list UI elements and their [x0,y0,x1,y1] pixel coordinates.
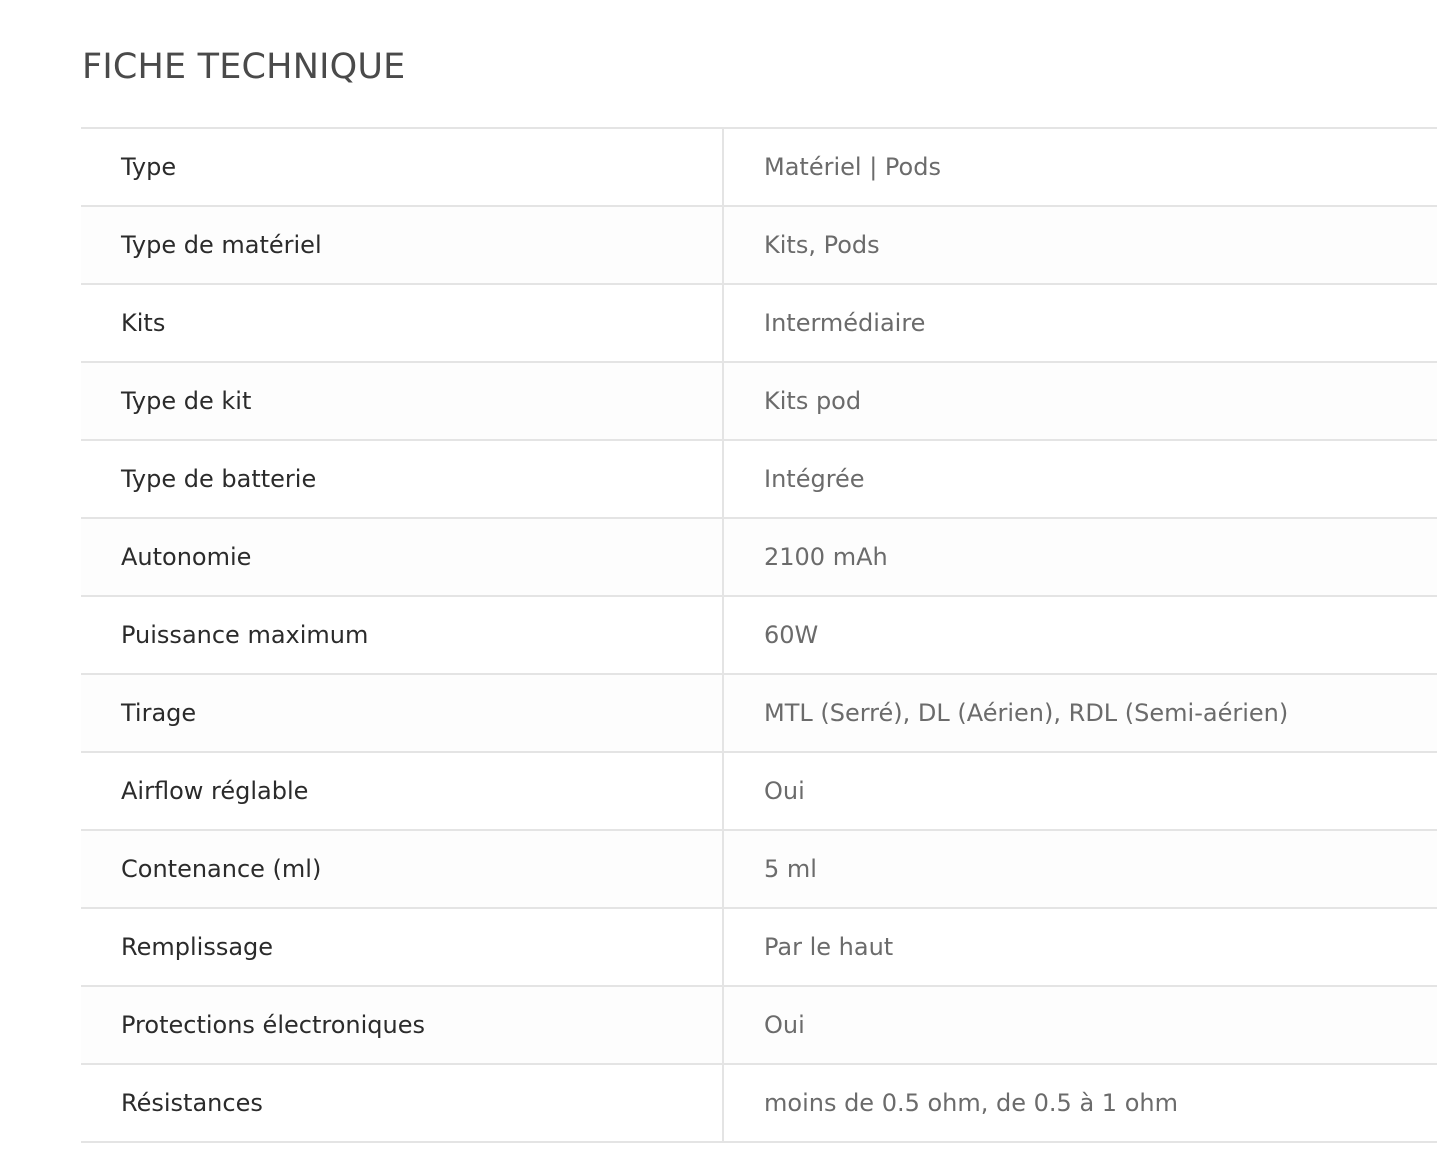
table-row [81,830,1437,908]
spec-value: Matériel | Pods [723,128,1437,206]
spec-value: Oui [723,752,1437,830]
spec-label: Type de batterie [81,440,723,518]
table-row [81,518,1437,596]
spec-label: Type de matériel [81,206,723,284]
spec-value: Kits, Pods [723,206,1437,284]
spec-label: Protections électroniques [81,986,723,1064]
spec-value: Par le haut [723,908,1437,986]
spec-value: 5 ml [723,830,1437,908]
table-row [81,986,1437,1064]
spec-label: Kits [81,284,723,362]
table-row [81,284,1437,362]
spec-value: Kits pod [723,362,1437,440]
spec-value: Oui [723,986,1437,1064]
table-row [81,362,1437,440]
spec-label: Type [81,128,723,206]
spec-label: Contenance (ml) [81,830,723,908]
spec-value: Intermédiaire [723,284,1437,362]
spec-label: Remplissage [81,908,723,986]
spec-value: MTL (Serré), DL (Aérien), RDL (Semi-aérien) [723,674,1437,752]
spec-label: Résistances [81,1064,723,1142]
spec-value: 2100 mAh [723,518,1437,596]
spec-value: 60W [723,596,1437,674]
table-row [81,908,1437,986]
page-title: FICHE TECHNIQUE [82,47,406,87]
spec-table [81,127,1437,1143]
spec-label: Airflow réglable [81,752,723,830]
spec-label: Puissance maximum [81,596,723,674]
table-row [81,674,1437,752]
table-row [81,752,1437,830]
table-row [81,128,1437,206]
spec-value: Intégrée [723,440,1437,518]
table-row [81,440,1437,518]
table-row [81,596,1437,674]
spec-label: Autonomie [81,518,723,596]
spec-label: Type de kit [81,362,723,440]
table-row [81,1064,1437,1142]
spec-label: Tirage [81,674,723,752]
table-row [81,206,1437,284]
spec-value: moins de 0.5 ohm, de 0.5 à 1 ohm [723,1064,1437,1142]
